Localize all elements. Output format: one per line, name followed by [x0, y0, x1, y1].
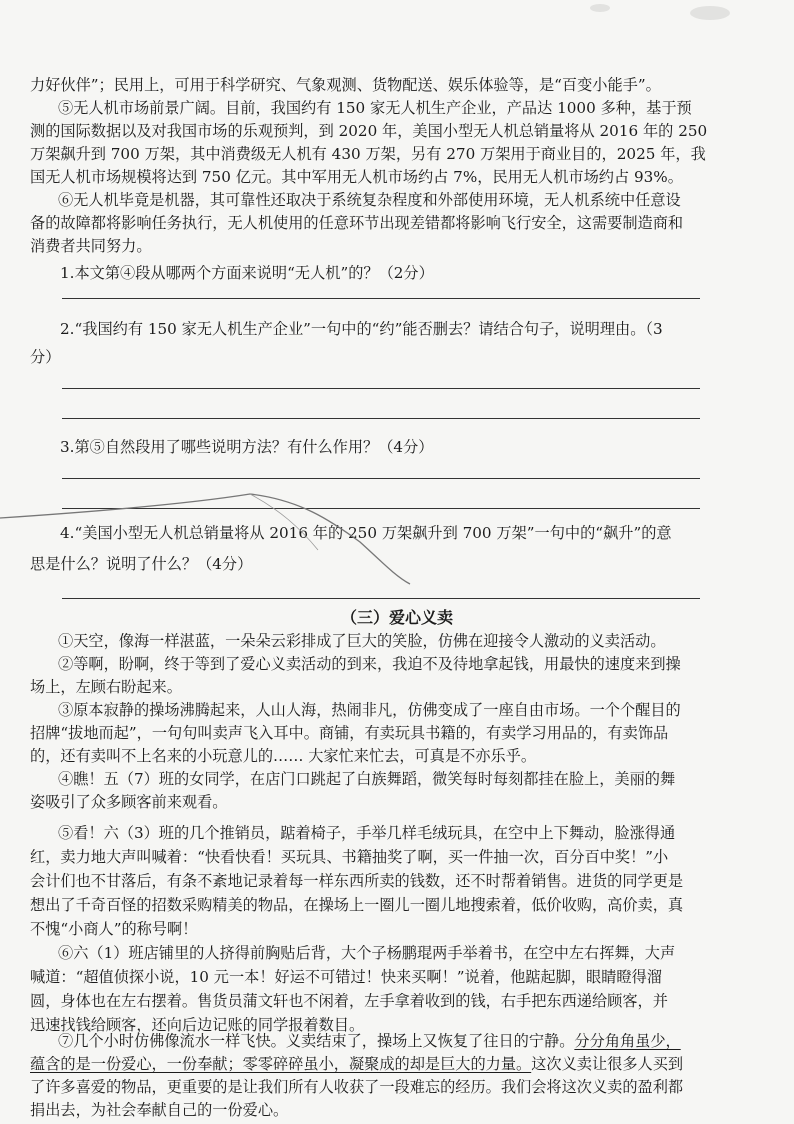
section-title: （三）爱心义卖 — [340, 608, 453, 627]
story-paragraph-7 — [0, 1053, 794, 1075]
story-paragraph-1: ①天空，像海一样湛蓝，一朵朵云彩排成了巨大的笑脸，仿佛在迎接令人激动的义卖活动。 — [58, 632, 666, 650]
answer-line[interactable] — [62, 418, 700, 419]
question-1: 1.本文第④段从哪两个方面来说明“无人机”的？（2分） — [60, 264, 434, 282]
answer-line[interactable] — [62, 478, 700, 479]
article-paragraph-5: 测的国际数据以及对我国市场的乐观预判，到 2020 年，美国小型无人机总销量将从 2016 年的 250 — [30, 122, 708, 140]
story-paragraph-2: ②等啊，盼啊，终于等到了爱心义卖活动的到来，我迫不及待地拿起钱，用最快的速度来到操 — [58, 655, 681, 673]
article-paragraph-5: 国无人机市场规模将达到 750 亿元。其中军用无人机市场约占 7%，民用无人机市场约占 93%。 — [30, 168, 683, 186]
story-paragraph-3: ③原本寂静的操场沸腾起来，人山人海，热闹非凡，仿佛变成了一座自由市场。一个个醒目的 — [58, 701, 681, 719]
story-paragraph-4: 姿吸引了众多顾客前来观看。 — [30, 793, 228, 811]
story-paragraph-6: 圆，身体也在左右摆着。售货员蒲文轩也不闲着，左手拿着收到的钱，右手把东西递给顾客，并 — [30, 992, 668, 1010]
article-paragraph-6: ⑥无人机毕竟是机器，其可靠性还取决于系统复杂程度和外部使用环境，无人机系统中任意设 — [58, 191, 681, 209]
question-2: 分） — [30, 348, 61, 366]
story-paragraph-5: 不愧“小商人”的称号啊！ — [30, 920, 198, 938]
story-paragraph-3: 的，还有卖叫不上名来的小玩意儿的…… 大家忙来忙去，可真是不亦乐乎。 — [30, 747, 537, 765]
answer-line[interactable] — [62, 298, 700, 299]
story-paragraph-3: 招牌“拔地而起”，一句句叫卖声飞入耳中。商铺，有卖玩具书籍的，有卖学习用品的，有卖饰品 — [30, 724, 669, 742]
story-paragraph-4: ④瞧！五（7）班的女同学，在店门口跳起了白族舞蹈，微笑每时每刻都挂在脸上，美丽的舞 — [58, 770, 676, 788]
story-text: ⑦几个小时仿佛像流水一样飞快。义卖结束了，操场上又恢复了往日的宁静。 — [58, 1032, 575, 1050]
story-paragraph-7: 了许多喜爱的物品，更重要的是让我们所有人收获了一段难忘的经历。我们会将这次义卖的盈利都 — [30, 1078, 684, 1096]
story-text: 这次义卖让很多人买到 — [531, 1055, 684, 1073]
story-paragraph-7 — [0, 1030, 794, 1052]
story-paragraph-5: 想出了千奇百怪的招数采购精美的物品，在操场上一圈儿一圈儿地搜索着，低价收购，高价卖，真 — [30, 896, 684, 914]
question-3: 3.第⑤自然段用了哪些说明方法？有什么作用？（4分） — [60, 438, 434, 456]
story-paragraph-6: 喊道：“超值侦探小说，10 元一本！好运不可错过！快来买啊！”说着，他踮起脚，眼睛瞪得溜 — [30, 968, 662, 986]
story-paragraph-6: 迅速找钱给顾客，还向后边记账的同学报着数目。 — [30, 1016, 365, 1034]
answer-line[interactable] — [62, 388, 700, 389]
story-paragraph-6: ⑥六（1）班店铺里的人挤得前胸贴后背，大个子杨鹏琨两手举着书，在空中左右挥舞，大声 — [58, 944, 676, 962]
answer-line[interactable] — [62, 598, 700, 599]
article-paragraph-5: 万架飙升到 700 万架，其中消费级无人机有 430 万架，另有 270 万架用于商业目的，2025 年，我 — [30, 145, 706, 163]
article-line: 力好伙伴”；民用上，可用于科学研究、气象观测、货物配送、娱乐体验等，是“百变小能手”。 — [30, 76, 661, 94]
article-paragraph-6: 备的故障都将影响任务执行，无人机使用的任意环节出现差错都将影响飞行安全，这需要制造商和 — [30, 214, 684, 232]
story-paragraph-5: 红，卖力地大声叫喊着：“快看快看！买玩具、书籍抽奖了啊，买一件抽一次，百分百中奖！”小 — [30, 848, 669, 866]
scan-speck — [590, 4, 610, 12]
scan-speck — [690, 6, 730, 20]
story-paragraph-2: 场上，左顾右盼起来。 — [30, 678, 182, 696]
story-paragraph-5: ⑤看！六（3）班的几个推销员，踮着椅子，手举几样毛绒玩具，在空中上下舞动，脸涨得通 — [58, 824, 676, 842]
underlined-sentence: 蕴含的是一份爱心，一份奉献；零零碎碎虽小，凝聚成的却是巨大的力量。 — [30, 1055, 532, 1073]
article-paragraph-6: 消费者共同努力。 — [30, 237, 152, 255]
question-4: 4.“美国小型无人机总销量将从 2016 年的 250 万架飙升到 700 万架”一句中的“飙升”的意 — [60, 524, 672, 542]
question-4: 思是什么？说明了什么？（4分） — [30, 555, 253, 573]
question-2: 2.“我国约有 150 家无人机生产企业”一句中的“约”能否删去？请结合句子，说明理由。（3 — [60, 320, 663, 338]
story-paragraph-7: 捐出去，为社会奉献自己的一份爱心。 — [30, 1101, 289, 1119]
story-paragraph-5: 会计们也不甘落后，有条不紊地记录着每一样东西所卖的钱数，还不时帮着销售。进货的同学更是 — [30, 872, 684, 890]
answer-line[interactable] — [62, 508, 700, 509]
underlined-sentence: 分分角角虽少， — [574, 1032, 681, 1050]
article-paragraph-5: ⑤无人机市场前景广阔。目前，我国约有 150 家无人机生产企业，产品达 1000 多种，基于预 — [58, 99, 692, 117]
